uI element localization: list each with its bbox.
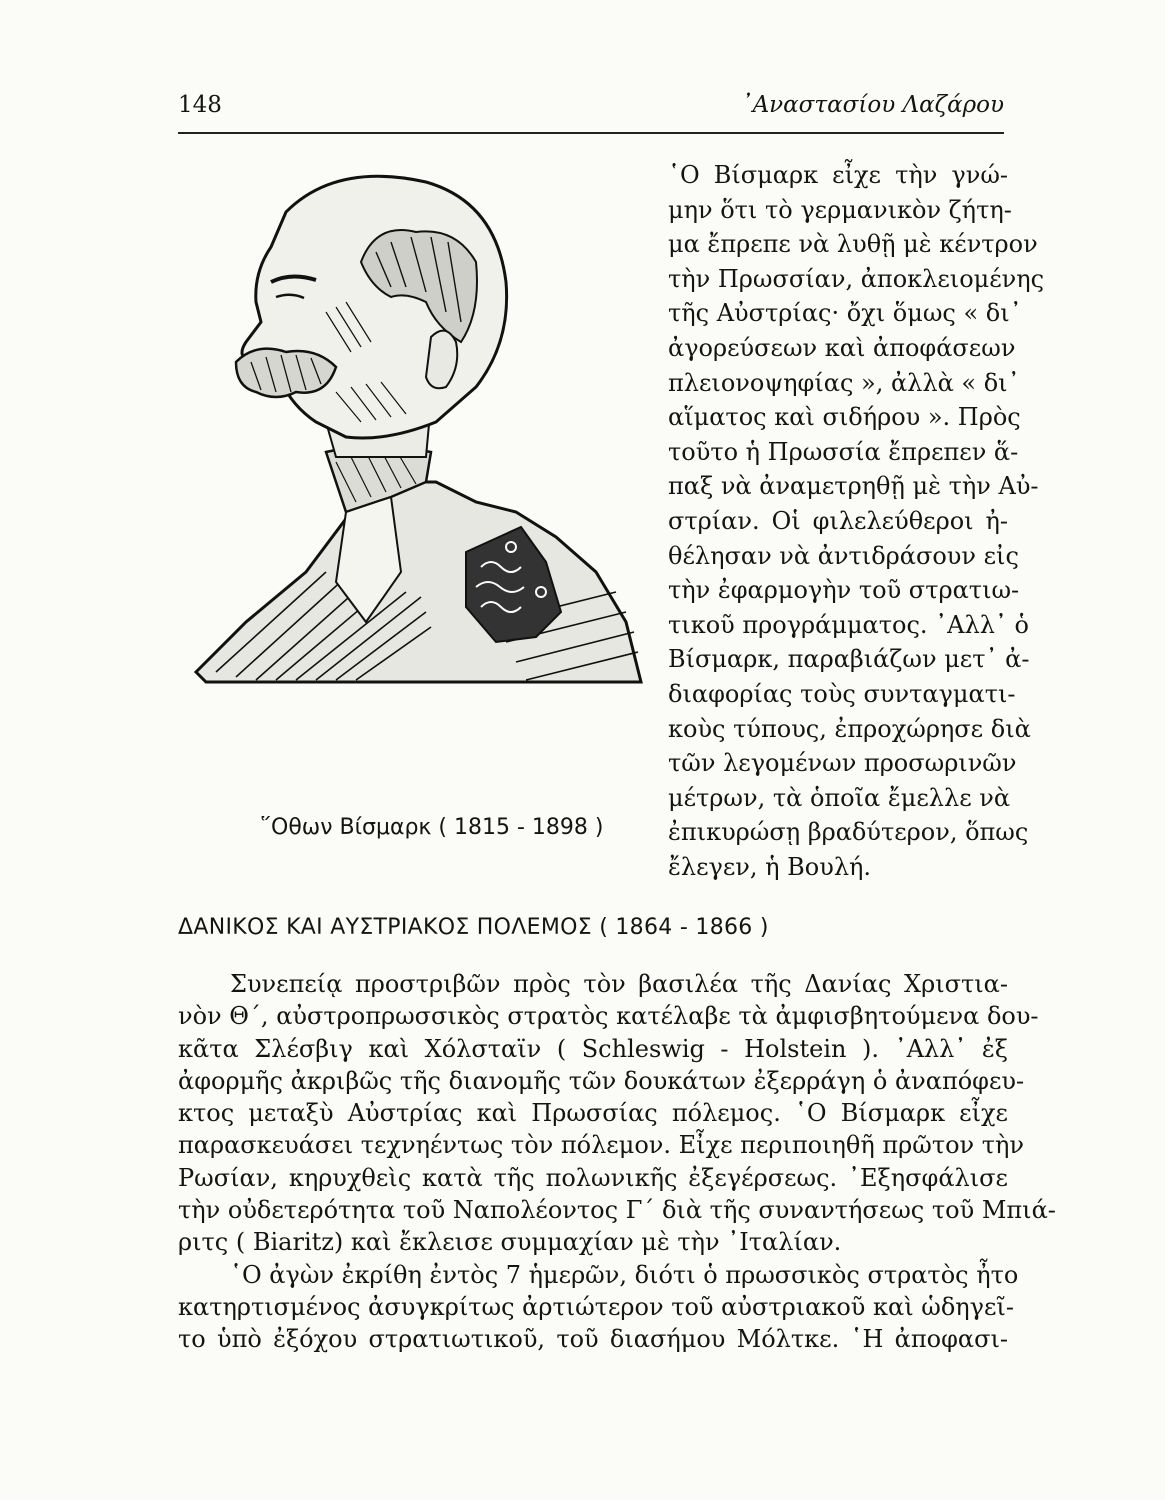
- body-line: ριτς ( Biaritz) καὶ ἔκλεισε συμμαχίαν μὲ τὴν ᾿Ιταλίαν.: [178, 1228, 842, 1257]
- running-title: ᾿Αναστασίου Λαζάρου: [741, 92, 1004, 118]
- side-line: μην ὅτι τὸ γερμανικὸν ζήτη-: [668, 195, 1012, 224]
- side-line: κοὺς τύπους, ἐπροχώρησε διὰ: [668, 714, 1031, 743]
- side-line: μα ἔπρεπε νὰ λυθῇ μὲ κέντρον: [668, 230, 1038, 259]
- side-line: παξ νὰ ἀναμετρηθῇ μὲ τὴν Αὐ-: [668, 472, 1039, 501]
- side-line: ἔλεγεν, ἡ Βουλή.: [668, 852, 872, 881]
- body-line: κτος μεταξὺ Αὐστρίας καὶ Πρωσσίας πόλεμος. ῾Ο Βίσμαρκ εἶχε: [178, 1099, 1008, 1128]
- side-line: τὴν ἐφαρμογὴν τοῦ στρατιω-: [668, 576, 1020, 605]
- figure-caption: ῞Οθων Βίσμαρκ ( 1815 - 1898 ): [260, 815, 604, 840]
- side-line: θέλησαν νὰ ἀντιδράσουν εἰς: [668, 541, 1019, 570]
- body-text: [178, 968, 1056, 1356]
- side-column-text: [668, 158, 1045, 884]
- side-line: στρίαν. Οἱ φιλελεύθεροι ἠ-: [668, 506, 1008, 535]
- body-line: τὴν οὐδετερότητα τοῦ Ναπολέοντος Γ΄ διὰ τῆς συναντήσεως τοῦ Μπιά-: [178, 1196, 1056, 1225]
- side-line: τοῦτο ἡ Πρωσσία ἔπρεπεν ἅ-: [668, 437, 1019, 466]
- page-header: [178, 92, 1004, 134]
- side-line: ἐπικυρώσῃ βραδύτερον, ὅπως: [668, 818, 1029, 847]
- section-heading: ΔΑΝΙΚΟΣ ΚΑΙ ΑΥΣΤΡΙΑΚΟΣ ΠΟΛΕΜΟΣ ( 1864 - 1866 ): [178, 915, 769, 940]
- side-line: τὴν Πρωσσίαν, ἀποκλειομένης: [668, 264, 1045, 293]
- side-line: ῾Ο Βίσμαρκ εἶχε τὴν γνώ-: [668, 161, 1008, 189]
- body-line: Συνεπείᾳ προστριβῶν πρὸς τὸν βασιλέα τῆς Δανίας Χριστια-: [230, 970, 1008, 998]
- bismarck-portrait-engraving: [176, 152, 646, 812]
- side-line: μέτρων, τὰ ὁποῖα ἔμελλε νὰ: [668, 783, 1011, 812]
- side-line: διαφορίας τοὺς συνταγματι-: [668, 679, 1016, 708]
- side-line: τῶν λεγομένων προσωρινῶν: [668, 749, 1017, 778]
- body-line: παρασκευάσει τεχνηέντως τὸν πόλεμον. Εἶχε περιποιηθῆ πρῶτον τὴν: [178, 1131, 1025, 1160]
- body-line: κατηρτισμένος ἀσυγκρίτως ἀρτιώτερον τοῦ αὐστριακοῦ καὶ ὡδηγεῖ-: [178, 1292, 1014, 1321]
- page-number: 148: [178, 92, 222, 118]
- body-line: νὸν Θ΄, αὐστροπρωσσικὸς στρατὸς κατέλαβε τὰ ἀμφισβητούμενα δου-: [178, 1002, 1039, 1031]
- side-line: αἵματος καὶ σιδήρου ». Πρὸς: [668, 403, 1021, 432]
- body-line: κᾶτα Σλέσβιγ καὶ Χόλσταϊν ( Schleswig - Holstein ). ᾿Αλλ᾿ ἐξ: [178, 1034, 1008, 1063]
- side-line: τικοῦ προγράμματος. ᾿Αλλ᾿ ὁ: [668, 610, 1030, 639]
- side-line: ἀγορεύσεων καὶ ἀποφάσεων: [668, 333, 1016, 362]
- side-line: πλειονοψηφίας », ἀλλὰ « δι᾿: [668, 368, 1020, 397]
- body-line: Ρωσίαν, κηρυχθεὶς κατὰ τῆς πολωνικῆς ἐξεγέρσεως. ᾿Εξησφάλισε: [178, 1163, 1008, 1192]
- body-line: το ὑπὸ ἐξόχου στρατιωτικοῦ, τοῦ διασήμου Μόλτκε. ῾Η ἀποφασι-: [178, 1325, 1008, 1354]
- body-line: ἀφορμῆς ἀκριβῶς τῆς διανομῆς τῶν δουκάτων ἐξερράγη ὁ ἀναπόφευ-: [178, 1066, 1025, 1095]
- side-line: τῆς Αὐστρίας· ὄχι ὅμως « δι᾿: [668, 299, 1022, 328]
- side-line: Βίσμαρκ, παραβιάζων μετ᾿ ἀ-: [668, 645, 1030, 674]
- portrait-figure: [176, 152, 646, 852]
- body-line: ῾Ο ἀγὼν ἐκρίθη ἐντὸς 7 ἡμερῶν, διότι ὁ πρωσσικὸς στρατὸς ἦτο: [230, 1260, 1019, 1289]
